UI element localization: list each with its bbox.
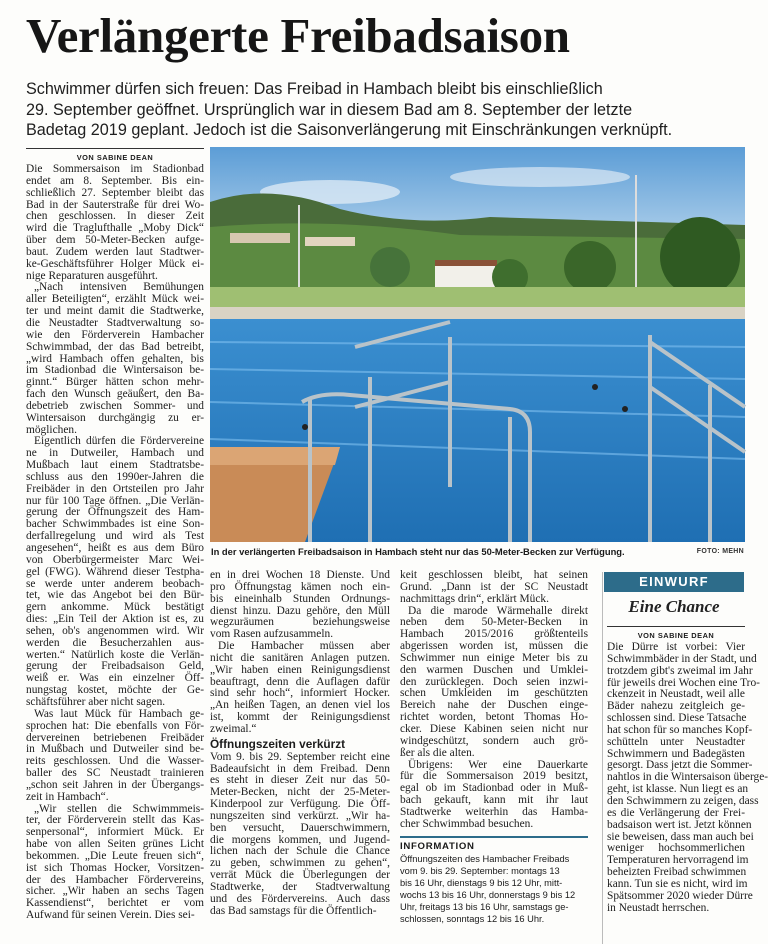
article-line: abgerissen worden ist, müssen die (400, 640, 588, 653)
article-line: beauftragt, denn die Auflagen dafür (210, 675, 390, 688)
article-line: aller Beteiligten“, erzählt Mück wei- (26, 293, 204, 306)
article-line: werten.“ Natürlich koste die Verlän- (26, 648, 204, 661)
article-line: Mußbach laut einem Stadtratsbe- (26, 459, 204, 472)
article-line: gerung der Freibadsaison Geld, (26, 660, 204, 673)
article-line: angesehen“, heißt es aus dem Büro (26, 542, 204, 554)
article-line: Bereich nahe der Duschen einge- (400, 699, 588, 712)
einwurf-divider (602, 572, 603, 944)
article-line: wird die Traglufthalle „Moby Dick“ (26, 222, 204, 235)
article-line: Meter-Becken, nicht der 25-Meter- (210, 786, 390, 799)
subheadline (26, 79, 738, 141)
article-line: bach gekauft, kann mit ihr laut (400, 794, 588, 807)
article-line: pro Öffnungstag kämen noch ein- (210, 580, 390, 593)
article-line: endet am 8. September. Bis ein- (26, 174, 204, 187)
article-line: nachmittags drin“, erklärt Mück. (400, 592, 549, 605)
info-line: bis 16 Uhr, dienstags 9 bis 12 Uhr, mitt- (400, 877, 563, 888)
article-line: windgeschützt, sondern auch grö- (400, 734, 588, 747)
article-line: nige Reparaturen ausgeführt. (26, 269, 158, 282)
subheadline-line: Schwimmer dürfen sich freuen: Das Freibad in Hambach bleibt bis einschließlich (26, 80, 603, 98)
einwurf-line: Schwimmbäder in der Stadt, und (607, 652, 757, 665)
info-line: schlossen, sonntags 12 bis 16 Uhr. (400, 913, 545, 924)
article-line: zu geben, schwimmen zu gehen“, (210, 857, 390, 870)
info-label: INFORMATION (400, 836, 588, 854)
article-line: Badeaufsicht in dem Freibad. Denn (210, 762, 390, 775)
einwurf-line: kann. Tun sie es nicht, wird im (607, 877, 748, 890)
pool-photo (210, 147, 745, 542)
article-line: weiß er. Was ein einzelner Öff- (26, 672, 204, 685)
article-line: Kinderpool zur Verfügung. Die Öff- (210, 798, 390, 811)
einwurf-line: in Neustadt herrschen. (607, 901, 710, 914)
article-line: den zurücklegen. Doch seien inzwi- (400, 675, 588, 688)
einwurf-line: hat schon für so manches Kopf- (607, 723, 753, 736)
einwurf-line: es die Verlängerung der Frei- (607, 806, 745, 819)
info-line: vom 9. bis 29. September: montags 13 (400, 865, 560, 876)
einwurf-line: trotzdem gibt's zweimal im Jahr (607, 664, 753, 677)
article-line: neben dem 50-Meter-Becken in (400, 616, 588, 629)
article-line: „schon seit Jahren in der Übergangs- (26, 778, 204, 791)
article-line: möglichen. (26, 423, 77, 436)
article-line: wie den Förderverein Hambacher (26, 328, 204, 341)
article-line: Aufwand für seinen Verein. Dies sei- (26, 909, 195, 922)
article-line: schließlich 27. September bleibt das (26, 186, 204, 199)
article-line: sicher. „Wir haben an sechs Tagen (26, 885, 204, 898)
einwurf-line: sie beweisen, dass man auch bei (607, 830, 754, 843)
article-line: es steht in dieser Zeit nur das 50- (210, 774, 390, 787)
article-line: Grund. „Dann ist der SC Neustadt (400, 580, 588, 593)
einwurf-line: den Schwimmern zu zeigen, dass (607, 794, 759, 807)
article-line: „Nach intensiven Bemühungen (34, 281, 204, 294)
info-line: Uhr, freitags 13 bis 16 Uhr, samstags ge- (400, 901, 569, 912)
einwurf-byline: VON SABINE DEAN (607, 626, 745, 642)
article-line: „Wir stellen die Schwimmmeis- (34, 802, 204, 815)
article-line: cher Schwimmbad besuchen. (400, 817, 534, 830)
article-line: über dem 50-Meter-Becken aufge- (26, 234, 204, 247)
article-line: ist sich Thomas Hocker, Vorsitzen- (26, 861, 204, 874)
article-line: nicht die sanitären Anlagen putzen. (210, 651, 390, 664)
article-line: sind sehr hoch“, informiert Hocker. (210, 687, 390, 700)
article-line: wegzuräumen beziehungsweise (210, 616, 390, 629)
article-line: derfallregelung und wird als Test (26, 530, 204, 543)
article-line: zweimal.“ (210, 722, 257, 735)
article-line: Vom 9. bis 29. September reicht eine (210, 750, 390, 763)
article-line: Wintersaison durchgängig zu er- (26, 411, 204, 424)
info-line: Öffnungszeiten des Hambacher Freibads (400, 854, 570, 864)
article-line: se werde unter anderem beobach- (26, 577, 204, 590)
article-column-2 (210, 570, 390, 917)
einwurf-line: Temperaturen hervorragend im (607, 854, 749, 867)
article-line: debetrieb zwischen Sommer- und (26, 399, 204, 412)
photo-caption: In der verlängerten Freibadsaison in Hambach steht nur das 50-Meter-Becken zur Verfügung. (211, 546, 625, 557)
article-line: bekommen. „Die Leute freuen sich“, (26, 849, 204, 862)
subheadline-line: 29. September geöffnet. Ursprünglich war in diesem Bad am 8. September der letzte (26, 100, 633, 119)
info-line: wochs 13 bis 16 Uhr, donnerstags 9 bis 12 (400, 889, 576, 900)
article-line: zeit in Hambach“. (26, 790, 109, 803)
article-line: chen geschlossen. In dieser Zeit (26, 210, 204, 223)
article-line: Da die marode Wärmehalle direkt (408, 604, 588, 617)
article-line: sprochen hat: Die ebenfalls von För- (26, 719, 204, 732)
article-line: dervereinen betriebenen Freibäder (26, 731, 204, 744)
info-text (400, 854, 588, 925)
article-line: Eigentlich dürfen die Fördervereine (34, 435, 204, 448)
article-line: baller des SC Neustadt trainieren (26, 767, 204, 780)
article-line: den warmen Duschen und Umklei- (400, 663, 588, 676)
article-line: schäftsführer aber nicht sagen. (26, 695, 166, 708)
article-line: „An heißen Tagen, an denen viel los (210, 699, 390, 712)
einwurf-line: weniger hochsommerlichen (607, 842, 745, 855)
article-line: en in drei Wochen 18 Dienste. Und (210, 569, 390, 581)
article-line: schen Umkleiden im geschützten (400, 687, 588, 700)
einwurf-line: Die Dürre ist vorbei: Vier (607, 641, 745, 653)
section-heading: Öffnungszeiten verkürzt (210, 736, 346, 751)
article-line: bis eineinhalb Stunden Ordnungs- (210, 592, 390, 605)
article-line: ne in Dutweiler, Hambach und (26, 447, 204, 460)
article-line: ßer als die alten. (400, 746, 475, 759)
headline: Verlängerte Freibadsaison (26, 8, 570, 63)
einwurf-line: ckenzeit in Neustadt, weil alle (607, 688, 745, 701)
byline: VON SABINE DEAN (26, 148, 204, 164)
article-line: sehen, ob's angenommen wird. Wir (26, 624, 204, 637)
article-line: dienst hinzu. Dazu gehöre, den Müll (210, 604, 390, 617)
einwurf-line: Schwimmern und Badegästen (607, 747, 745, 760)
article-line: baut. Zudem werden laut Stadtwer- (26, 245, 204, 258)
article-line: tet, wie das Angebot bei den Bür- (26, 589, 204, 602)
article-line: Stadtwerke weiterhin das Hamba- (400, 805, 588, 818)
article-line: ginnt.“ Bürger hätten schon mehr- (26, 376, 204, 389)
article-line: „Wir haben einen Reinigungsdienst (210, 663, 390, 676)
article-line: Was laut Mück für Hambach ge- (34, 707, 204, 720)
einwurf-line: für jeweils drei Wochen eine Tro- (607, 676, 760, 689)
pool-photo-illustration (210, 147, 745, 542)
article-line: ke-Geschäftsführer Holger Mück ei- (26, 257, 204, 270)
einwurf-line: badsaison wert ist. Jetzt können (607, 818, 752, 831)
article-line: gern ankomme. Mück bestätigt (26, 601, 204, 614)
article-line: senpersonal“, informiert Mück. Er (26, 826, 204, 839)
article-line: im Stadionbad die Wintersaison be- (26, 364, 204, 377)
article-line: gerung der Öffnungszeit des Ham- (26, 506, 204, 519)
einwurf-line: gesorgt. Dass jetzt die Sommer- (607, 759, 753, 772)
article-line: Übrigens: Wer eine Dauerkarte (408, 758, 588, 771)
article-line: Die Hambacher müssen aber (218, 640, 390, 653)
article-line: Schwimmer nun einige Meter bis zu (400, 651, 588, 664)
article-line: vom Rasen aufzusammeln. (210, 628, 334, 641)
article-line: habe von allen Seiten grünes Licht (26, 838, 204, 851)
article-line: lichen nach der Schule die Chance (210, 845, 390, 858)
article-line: ter und meint damit die Stadtwerke, (26, 305, 204, 318)
article-line: Hambach 2015/2016 größtenteils (400, 628, 588, 641)
article-line: ter, der Förderverein stellt das Kas- (26, 814, 204, 827)
article-column-1 (26, 148, 204, 922)
article-line: Schwimmbad, der das Bad betreibt, (26, 340, 204, 353)
article-line: cker. Diese Kabinen seien nicht nur (400, 722, 588, 735)
article-line: und des Fördervereins. Auch dass (210, 892, 390, 905)
article-line: werden die Besucherzahlen aus- (26, 636, 204, 649)
article-line: egal ob im Stadionbad oder in Muß- (400, 782, 588, 795)
article-line: reits geschlossen. Und die Wasser- (26, 755, 204, 768)
article-line: nungstag kostet, möchte der Ge- (26, 684, 204, 697)
article-line: die morgens kommen, und Jugend- (210, 833, 390, 846)
article-line: ben versucht, Dauerschwimmern, (210, 821, 390, 834)
article-line: Bad in der Sauterstraße für drei Wo- (26, 198, 204, 211)
info-box (400, 836, 588, 925)
article-line: gel (FWG). Während dieser Testpha- (26, 565, 204, 578)
article-line: ist, kommt der Reinigungsdienst (210, 711, 390, 724)
article-line: Stadtwerke, der Stadtverwaltung (210, 880, 390, 893)
article-line: fach den Wunsch geäußert, den Ba- (26, 388, 204, 401)
article-line: in Mußbach und Dutweiler sind be- (26, 743, 204, 756)
einwurf-line: Bäder nahezu zeitgleich ge- (607, 700, 745, 713)
subheadline-line: Badetag 2019 geplant. Jedoch ist die Saisonverlängerung mit Einschränkungen verknüpft. (26, 121, 673, 139)
article-line: das Bad samstags für die Öffentlich- (210, 904, 377, 917)
article-line: Freibäder in den Ortsteilen pro Jahr (26, 482, 204, 495)
einwurf-line: schütteln unter Neustadter (607, 735, 745, 748)
einwurf-line: nahtlos in die Wintersaison überge- (607, 771, 768, 784)
article-line: von Oberbürgermeister Marc Wei- (26, 553, 204, 566)
einwurf-line: geht, ist klasse. Nun liegt es an (607, 783, 749, 796)
einwurf-column (607, 626, 768, 914)
article-line: nur für 100 Tage öffnen. „Die Verlän- (26, 494, 204, 507)
photo-credit: FOTO: MEHN (696, 548, 744, 555)
article-line: dies: „Ein Teil der Aktion ist es, zu (26, 613, 204, 626)
article-column-3 (400, 570, 588, 831)
article-line: Die Sommersaison im Stadionbad (26, 163, 204, 175)
article-line: schluss aus den 1990er-Jahren die (26, 470, 204, 483)
article-line: der des Hambacher Fördervereins, (26, 873, 204, 886)
article-line: „wird Hambach offen gehalten, bis (26, 352, 204, 365)
article-line: bacher Schwimmbades ist eine Son- (26, 518, 204, 531)
einwurf-title: Eine Chance (628, 597, 720, 616)
article-line: die Neustadter Stadtverwaltung so- (26, 316, 204, 329)
article-line: richtet worden, betont Thomas Ho- (400, 711, 588, 724)
article-line: Kassendienst“, berichtet er vom (26, 897, 204, 910)
article-line: nungszeiten sind verkürzt. „Wir ha- (210, 809, 390, 822)
einwurf-line: schlossen sind. Diese Tatsache (607, 712, 747, 725)
article-line: keit geschlossen bleibt, hat seinen (400, 569, 588, 581)
article-line: für die Sommersaison 2019 besitzt, (400, 770, 588, 783)
einwurf-line: Spätsommer 2020 wieder Dürre (607, 889, 753, 902)
einwurf-line: beheizten Freibad schwimmen (607, 866, 747, 879)
article-line: verrät Mück die Überlegungen der (210, 869, 390, 882)
einwurf-label: EINWURF (604, 572, 744, 592)
